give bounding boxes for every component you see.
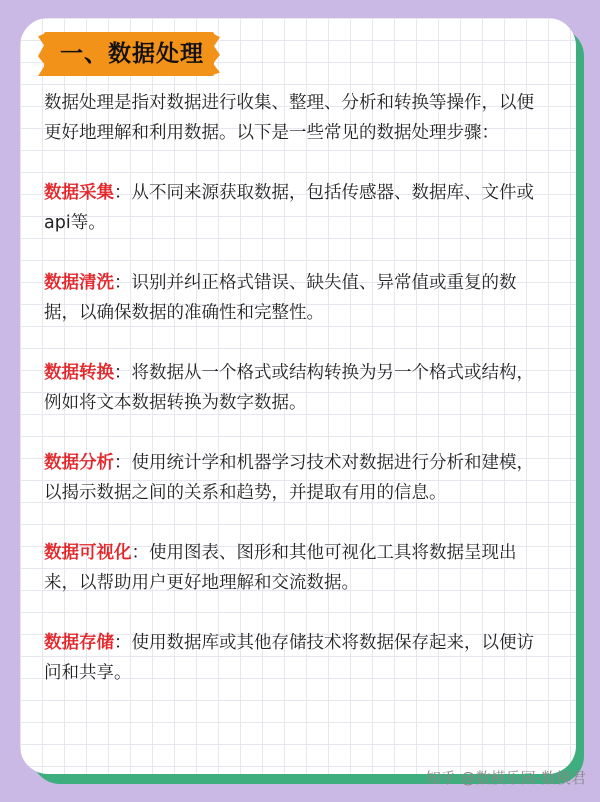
watermark: 知乎 @数模乐园-数模君 [425,769,586,787]
intro-paragraph: 数据处理是指对数据进行收集、整理、分析和转换等操作，以便更好地理解和利用数据。以下是一些常见的数据处理步骤： [44,93,534,143]
step-data-cleaning [44,268,544,328]
step-data-visualization [44,538,544,598]
step-label: 数据分析 [44,453,114,473]
step-data-analysis [44,448,544,508]
step-label: 数据存储 [44,633,114,653]
step-description: ：从不同来源获取数据，包括传感器、数据库、文件或api等。 [44,183,534,233]
step-description: ：使用数据库或其他存储技术将数据保存起来，以便访问和共享。 [44,633,534,683]
step-data-collection [44,178,544,238]
step-description: ：将数据从一个格式或结构转换为另一个格式或结构，例如将文本数据转换为数字数据。 [44,363,534,413]
step-description: ：识别并纠正格式错误、缺失值、异常值或重复的数据，以确保数据的准确性和完整性。 [44,273,517,323]
step-data-storage [44,628,544,688]
step-data-transformation [44,358,544,418]
step-label: 数据转换 [44,363,114,383]
step-description: ：使用图表、图形和其他可视化工具将数据呈现出来，以帮助用户更好地理解和交流数据。 [44,543,517,593]
step-label: 数据可视化 [44,543,132,563]
step-label: 数据采集 [44,183,114,203]
article-body [44,88,544,718]
section-heading: 一、数据处理 [60,41,204,67]
content-card [20,18,576,774]
step-label: 数据清洗 [44,273,114,293]
step-description: ：使用统计学和机器学习技术对数据进行分析和建模，以揭示数据之间的关系和趋势，并提取有用的信息。 [44,453,534,503]
